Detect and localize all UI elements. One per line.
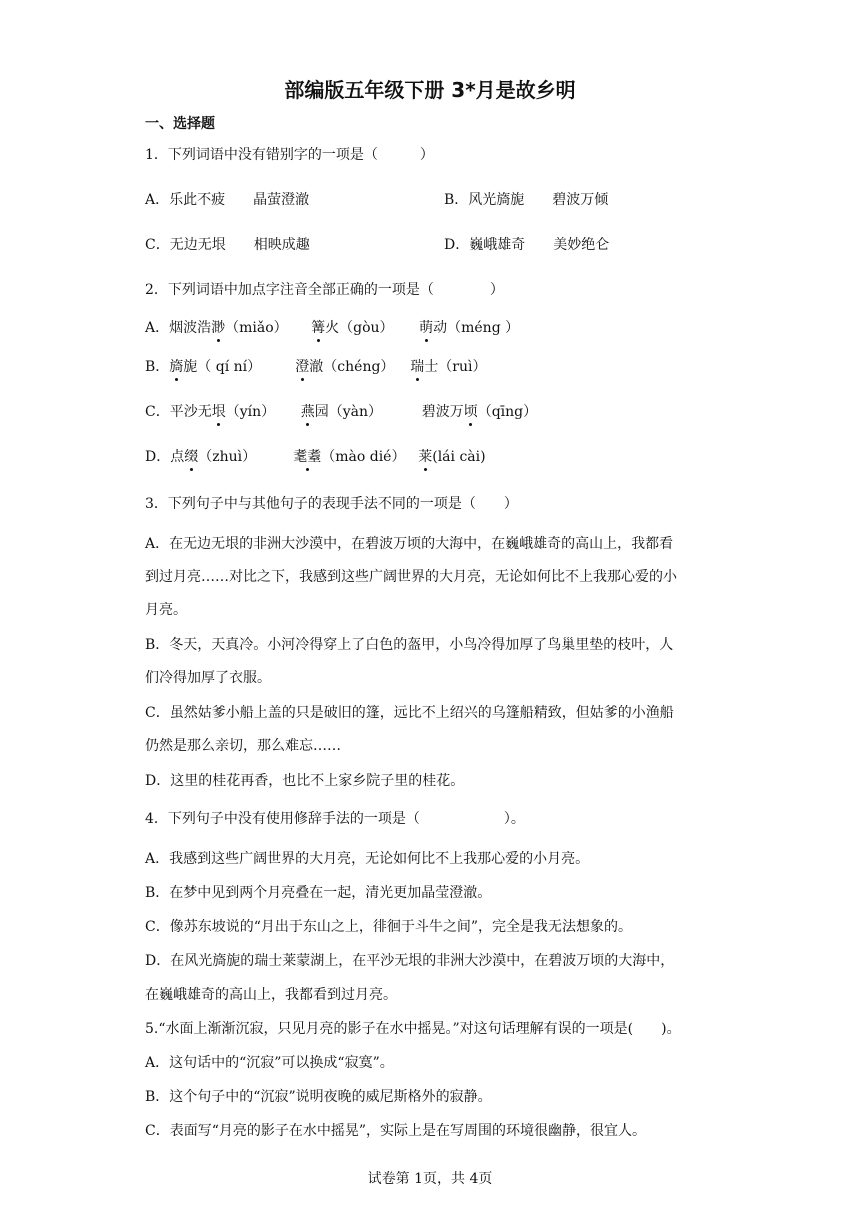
pinyin-item: 碧波万顷（qīng） [421, 404, 538, 420]
q4-option-c: C．像苏东坡说的“月出于东山之上，徘徊于斗牛之间”，完全是我无法想象的。 [145, 919, 633, 935]
option-label: C． [145, 404, 170, 420]
pinyin-item: 燕园（yàn） [300, 404, 382, 420]
q3-option-a-line2: 到过月亮……对比之下，我感到这些广阔世界的大月亮，无论如何比不上我那心爱的小 [145, 569, 677, 585]
option-label: C． [145, 237, 170, 253]
q3-option-b-line1: B．冬天，天真冷。小河冷得穿上了白色的盔甲，小鸟冷得加厚了鸟巢里垫的枝叶，人 [145, 637, 674, 653]
option-word: 美妙绝仑 [553, 237, 610, 253]
q5-stem: 5.“水面上渐渐沉寂，只见月亮的影子在水中摇晃。”对这句话理解有误的一项是( )。 [145, 1021, 681, 1037]
q5-option-c: C．表面写“月亮的影子在水中摇晃”，实际上是在写周围的环境很幽静，很宜人。 [145, 1123, 647, 1139]
q4-option-d-line2: 在巍峨雄奇的高山上，我都看到过月亮。 [145, 987, 397, 1003]
q2-option-a [145, 318, 519, 338]
option-label: D． [444, 237, 470, 253]
option-word: 相映成趣 [253, 237, 310, 253]
q1-option-b [444, 190, 608, 210]
option-label: B． [444, 192, 469, 208]
q2-stem: 2．下列词语中加点字注音全部正确的一项是（ ） [145, 282, 504, 298]
pinyin-item: 澄澈（chéng） [295, 359, 395, 375]
q3-option-c-line2: 仍然是那么亲切，那么难忘…… [145, 738, 341, 754]
pinyin-item: 瑞士（ruì） [410, 359, 487, 375]
q2-option-b [145, 357, 486, 377]
q3-option-d: D．这里的桂花再香，也比不上家乡院子里的桂花。 [145, 773, 465, 789]
section-heading: 一、选择题 [145, 116, 215, 132]
q4-option-d-line1: D．在风光旖旎的瑞士莱蒙湖上，在平沙无垠的非洲大沙漠中，在碧波万顷的大海中， [145, 953, 675, 969]
option-word: 乐此不疲 [169, 192, 226, 208]
option-word: 无边无垠 [169, 237, 226, 253]
page-title: 部编版五年级下册 3*月是故乡明 [284, 78, 576, 102]
q4-option-a: A．我感到这些广阔世界的大月亮，无论如何比不上我那心爱的小月亮。 [145, 851, 590, 867]
q1-option-a [145, 190, 309, 210]
pinyin-item: 平沙无垠（yín） [169, 404, 276, 420]
option-label: D． [145, 449, 171, 465]
q3-option-a-line1: A．在无边无垠的非洲大沙漠中，在碧波万顷的大海中，在巍峨雄奇的高山上，我都看 [145, 536, 674, 552]
q1-option-d [444, 235, 609, 255]
q3-option-c-line1: C．虽然姑爹小船上盖的只是破旧的篷，远比不上绍兴的乌篷船精致，但姑爹的小渔船 [145, 705, 674, 721]
q3-option-a-line3: 月亮。 [145, 602, 187, 618]
option-label: B． [145, 359, 170, 375]
q1-option-c [145, 235, 310, 255]
option-label: A． [145, 320, 170, 336]
pinyin-item: 烟波浩渺（miǎo） [169, 320, 288, 336]
q5-option-b: B．这个句子中的“沉寂”说明夜晚的威尼斯格外的寂静。 [145, 1089, 492, 1105]
option-word: 巍峨雄奇 [469, 237, 526, 253]
pinyin-item: 莱(lái cài) [418, 449, 486, 465]
option-word: 晶萤澄澈 [253, 192, 310, 208]
option-word: 风光旖旎 [468, 192, 525, 208]
q3-stem: 3．下列句子中与其他句子的表现手法不同的一项是（ ） [145, 496, 518, 512]
q4-option-b: B．在梦中见到两个月亮叠在一起，清光更加晶莹澄澈。 [145, 885, 492, 901]
q3-option-b-line2: 们冷得加厚了衣服。 [145, 670, 271, 686]
pinyin-item: 篝火（gòu） [311, 320, 394, 336]
q4-stem: 4．下列句子中没有使用修辞手法的一项是（ ）。 [145, 811, 525, 827]
page-footer: 试卷第 1页，共 4页 [367, 1171, 493, 1187]
q2-option-c [145, 402, 537, 422]
pinyin-item: 旖旎（ qí ní） [169, 359, 262, 375]
pinyin-item: 点缀（zhuì） [170, 449, 257, 465]
option-word: 碧波万倾 [552, 192, 609, 208]
q2-option-d [145, 447, 486, 467]
q5-option-a: A．这句话中的“沉寂”可以换成“寂寞”。 [145, 1055, 394, 1071]
option-label: A． [145, 192, 170, 208]
pinyin-item: 耄耋（mào dié） [293, 449, 406, 465]
pinyin-item: 萌动（méng ） [419, 320, 520, 336]
q1-stem: 1．下列词语中没有错别字的一项是（ ） [145, 147, 434, 163]
